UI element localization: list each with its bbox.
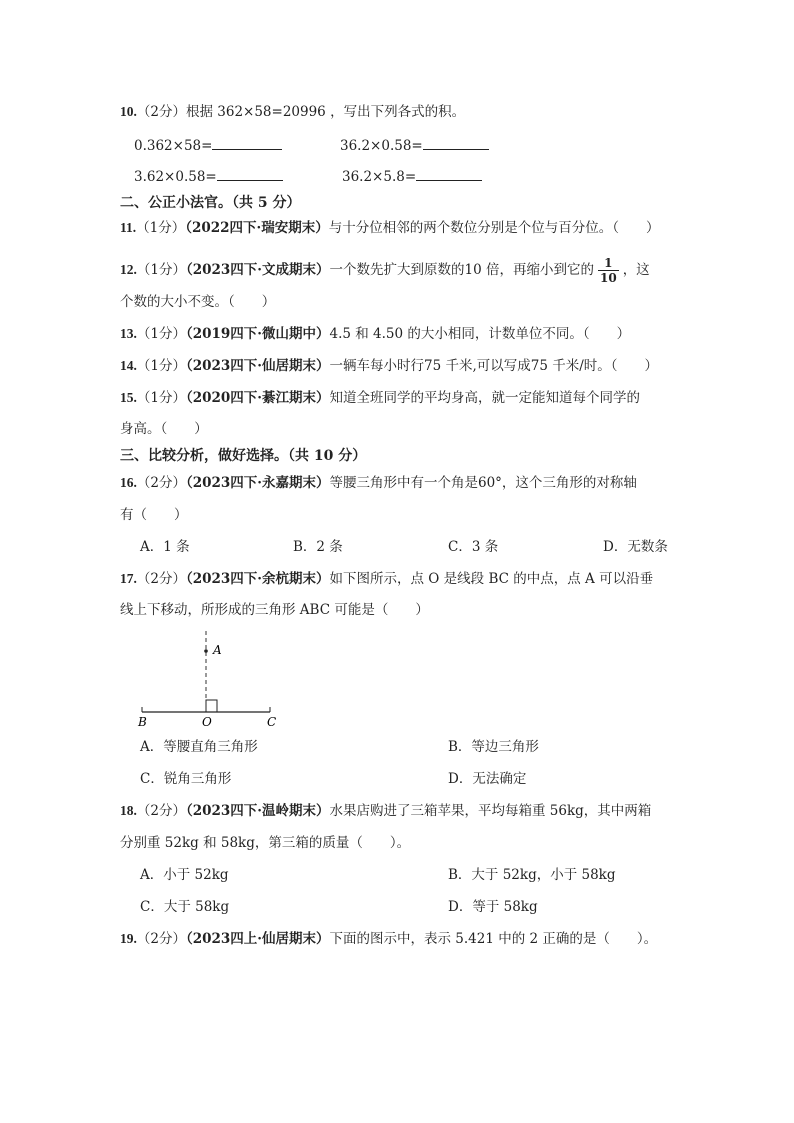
option-c[interactable]: C．3 条 xyxy=(448,539,499,555)
question-10 xyxy=(120,102,465,122)
question-text: 根据 362×58=20996 ，写出下列各式的积。 xyxy=(185,104,466,120)
question-16 xyxy=(120,473,637,493)
option-d[interactable]: D．无数条 xyxy=(603,539,668,555)
fraction-numerator: 1 xyxy=(598,256,619,271)
question-number: 19. xyxy=(120,931,137,946)
question-score: （2分） xyxy=(136,475,186,491)
q10-item-3 xyxy=(134,166,283,187)
question-11 xyxy=(120,218,660,238)
question-source: （2023四下·文成期末） xyxy=(185,262,330,278)
fraction-denominator: 10 xyxy=(599,271,617,285)
answer-blank[interactable] xyxy=(423,135,489,150)
option-c[interactable]: C．大于 58kg xyxy=(140,899,230,915)
question-number: 12. xyxy=(120,262,137,277)
question-number: 15. xyxy=(120,390,137,405)
question-text: 知道全班同学的平均身高，就一定能知道每个同学的 xyxy=(329,390,640,406)
question-17 xyxy=(120,569,653,589)
question-text: ，这 xyxy=(622,262,650,278)
question-18 xyxy=(120,801,651,821)
label-b: B xyxy=(138,715,147,729)
question-text: 一个数先扩大到原数的10 倍，再缩小到它的 xyxy=(329,262,594,278)
question-16-cont: 有（ ） xyxy=(120,507,188,523)
q10-item-text: 0.362×58= xyxy=(134,138,213,154)
question-number: 17. xyxy=(120,571,137,586)
right-angle-mark xyxy=(206,700,217,712)
question-score: （2分） xyxy=(136,803,186,819)
question-text: 如下图所示，点 O 是线段 BC 的中点，点 A 可以沿垂 xyxy=(329,571,654,587)
question-15 xyxy=(120,388,640,408)
answer-blank[interactable] xyxy=(416,166,482,181)
q10-item-1 xyxy=(134,135,282,156)
question-text: 下面的图示中，表示 5.421 中的 2 正确的是（ ）。 xyxy=(329,931,658,947)
question-score: （1分） xyxy=(136,326,186,342)
answer-blank[interactable] xyxy=(212,135,282,150)
option-b[interactable]: B．大于 52kg，小于 58kg xyxy=(448,867,616,883)
question-score: （1分） xyxy=(136,358,186,374)
point-a xyxy=(204,649,208,653)
q17-figure xyxy=(130,625,290,735)
question-source: （2019四下·微山期中） xyxy=(185,326,330,342)
label-c: C xyxy=(267,715,277,729)
option-b[interactable]: B．等边三角形 xyxy=(448,739,539,755)
question-score: （2分） xyxy=(136,104,186,120)
question-text: 水果店购进了三箱苹果，平均每箱重 56kg，其中两箱 xyxy=(329,803,652,819)
question-source: （2022四下·瑞安期末） xyxy=(185,220,329,236)
question-18-cont: 分别重 52kg 和 58kg，第三箱的质量（ ）。 xyxy=(120,835,411,851)
label-a: A xyxy=(213,643,222,657)
question-score: （2分） xyxy=(136,571,186,587)
q10-item-4 xyxy=(342,166,482,187)
question-source: （2023四下·余杭期末） xyxy=(185,571,330,587)
question-score: （1分） xyxy=(136,220,186,236)
section-title: 二、公正小法官。（共 5 分） xyxy=(120,195,301,211)
option-b[interactable]: B．2 条 xyxy=(293,539,343,555)
question-score: （1分） xyxy=(136,390,186,406)
option-c[interactable]: C．锐角三角形 xyxy=(140,771,232,787)
question-source: （2023四下·仙居期末） xyxy=(185,358,330,374)
option-d[interactable]: D．等于 58kg xyxy=(448,899,538,915)
question-text: 与十分位相邻的两个数位分别是个位与百分位。（ ） xyxy=(328,220,660,236)
section-title: 三、比较分析，做好选择。（共 10 分） xyxy=(120,448,367,464)
question-12-cont: 个数的大小不变。（ ） xyxy=(120,294,276,310)
question-number: 13. xyxy=(120,326,137,341)
option-a[interactable]: A．1 条 xyxy=(140,539,190,555)
question-13 xyxy=(120,324,630,344)
option-d[interactable]: D．无法确定 xyxy=(448,771,527,787)
question-number: 18. xyxy=(120,803,137,818)
fraction xyxy=(598,256,619,285)
question-12 xyxy=(120,256,650,285)
q10-item-text: 36.2×5.8= xyxy=(342,169,417,185)
q10-item-text: 36.2×0.58= xyxy=(340,138,423,154)
question-score: （2分） xyxy=(136,931,186,947)
question-number: 14. xyxy=(120,358,137,373)
question-text: 等腰三角形中有一个角是60°，这个三角形的对称轴 xyxy=(329,475,637,491)
option-a[interactable]: A．等腰直角三角形 xyxy=(140,739,258,755)
question-source: （2023四上·仙居期末） xyxy=(185,931,330,947)
q10-item-text: 3.62×0.58= xyxy=(134,169,217,185)
label-o: O xyxy=(202,715,212,729)
question-number: 11. xyxy=(120,220,137,235)
q10-item-2 xyxy=(340,135,489,156)
question-15-cont: 身高。（ ） xyxy=(120,421,208,437)
answer-blank[interactable] xyxy=(217,166,283,181)
question-source: （2023四下·温岭期末） xyxy=(185,803,330,819)
option-a[interactable]: A．小于 52kg xyxy=(140,867,229,883)
question-source: （2020四下·綦江期末） xyxy=(185,390,330,406)
question-19 xyxy=(120,929,657,949)
question-14 xyxy=(120,356,658,376)
question-number: 10. xyxy=(120,104,137,119)
question-17-cont: 线上下移动，所形成的三角形 ABC 可能是（ ） xyxy=(120,602,429,618)
question-score: （1分） xyxy=(136,262,186,278)
question-source: （2023四下·永嘉期末） xyxy=(185,475,330,491)
question-number: 16. xyxy=(120,475,137,490)
question-text: 一辆车每小时行75 千米,可以写成75 千米/时。（ ） xyxy=(329,358,659,374)
question-text: 4.5 和 4.50 的大小相同，计数单位不同。（ ） xyxy=(329,326,631,342)
